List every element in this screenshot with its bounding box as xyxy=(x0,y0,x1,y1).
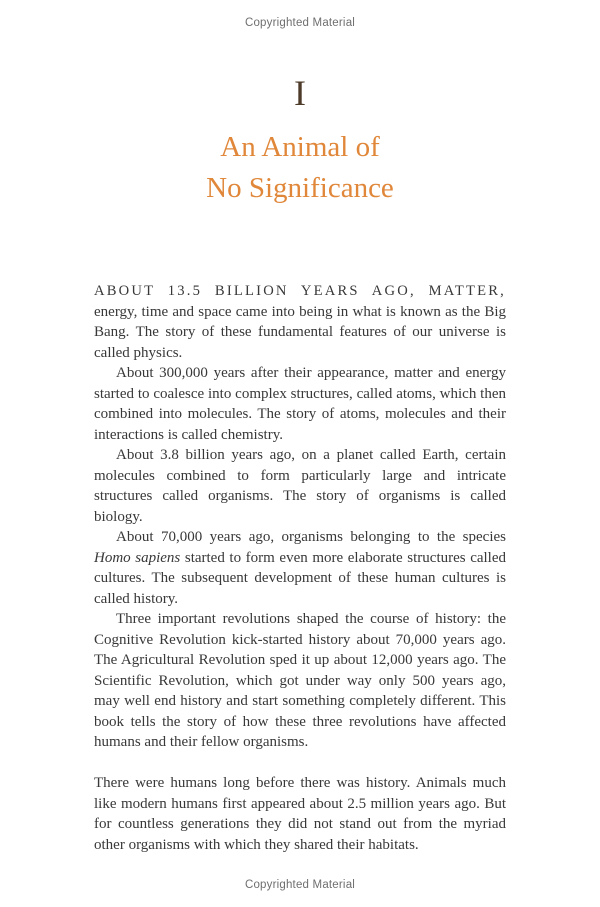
copyright-notice-bottom: Copyrighted Material xyxy=(244,879,356,891)
homo-sapiens-italic: Homo sapiens xyxy=(94,549,181,566)
body-paragraph-6: There were humans long before there was history. Animals much like modern humans first appeared about 2.5 million years ago. But for countless generations they did not stand out from the myriad other organisms with which they shared their habitats. xyxy=(94,775,506,853)
body-paragraph-1 xyxy=(94,281,506,363)
body-text xyxy=(94,281,506,855)
body-paragraph-2: About 300,000 years after their appearance, matter and energy started to coalesce into complex structures, called atoms, which then combined into molecules. The story of atoms, molecules and their interactions is called chemistry. xyxy=(94,365,506,443)
chapter-title-line-1: An Animal of xyxy=(220,131,380,163)
body-paragraph-4 xyxy=(94,527,506,609)
chapter-number: I xyxy=(294,73,306,113)
chapter-title xyxy=(0,127,600,209)
paragraph-4-text-before: About 70,000 years ago, organisms belonging to the species xyxy=(116,529,506,546)
opening-small-caps: ABOUT 13.5 BILLION YEARS AGO, MATTER, xyxy=(94,283,506,300)
chapter-title-line-2: No Significance xyxy=(206,172,394,205)
paragraph-1-text: energy, time and space came into being in what is known as the Big Bang. The story of these fundamental features of our universe is called physics. xyxy=(94,303,506,361)
body-paragraph-3: About 3.8 billion years ago, on a planet called Earth, certain molecules combined to form particularly large and intricate structures called organisms. The story of organisms is called biology. xyxy=(94,447,506,525)
body-paragraph-5: Three important revolutions shaped the course of history: the Cognitive Revolution kick-started history about 70,000 years ago. The Agricultural Revolution sped it up about 12,000 years ago. The Scientific Revolution, which got under way only 500 years ago, may well end history and start something completely different. This book tells the story of how these three revolutions have affected humans and their fellow organisms. xyxy=(94,611,506,751)
copyright-notice-top: Copyrighted Material xyxy=(244,17,356,29)
paragraph-4-text-after: started to form even more elaborate structures called cultures. The subsequent development of these human cultures is called history. xyxy=(94,549,507,607)
